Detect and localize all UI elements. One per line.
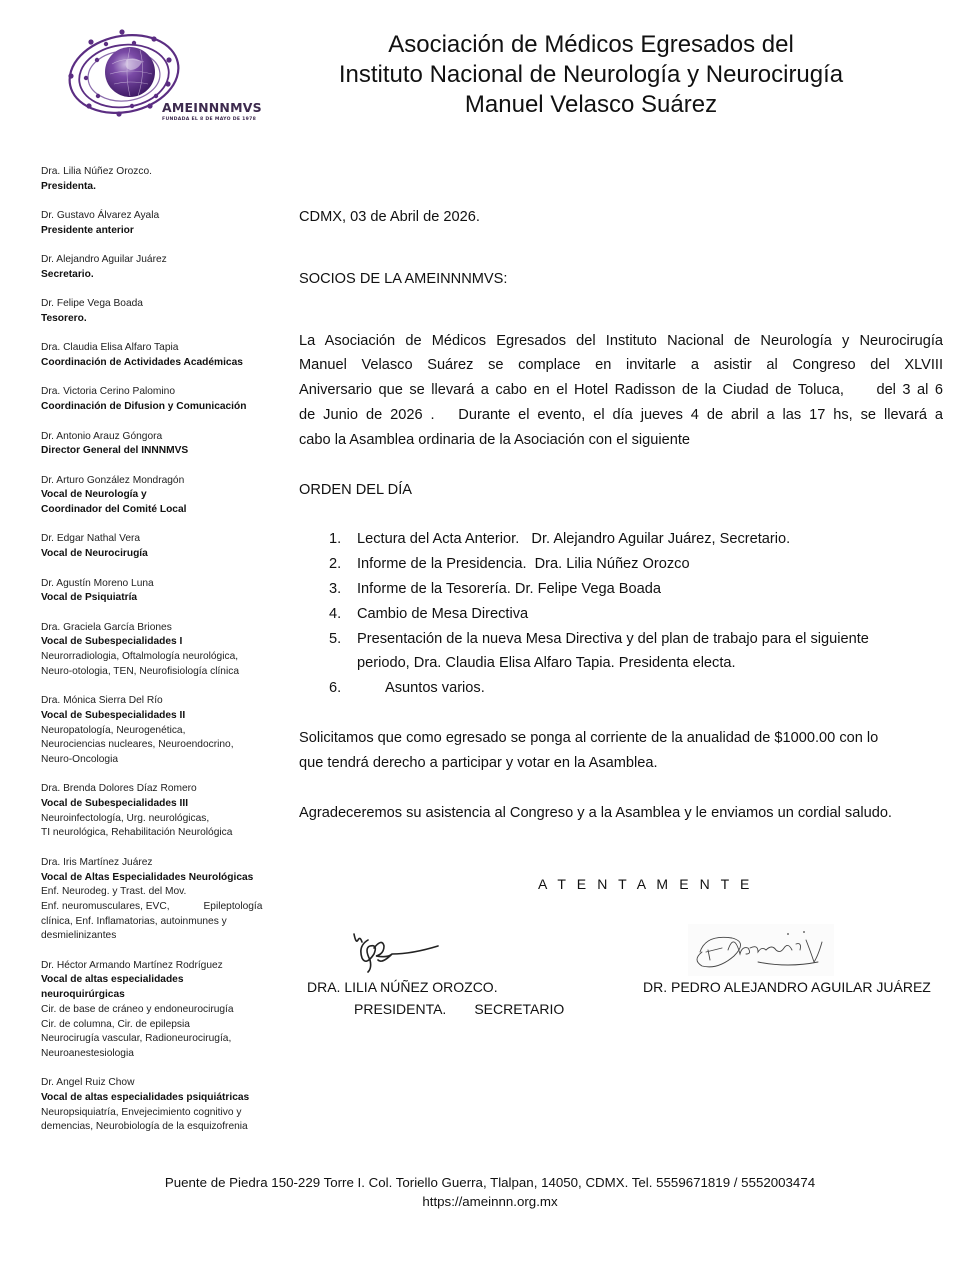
member-role: Tesorero. [41, 312, 87, 324]
board-member [41, 694, 286, 768]
member-role: Vocal de Subespecialidades II [41, 709, 186, 721]
agenda-title: ORDEN DEL DÍA [299, 481, 412, 498]
member-specialties: Neuro-otologia, TEN, Neurofisiología clínica [41, 665, 239, 677]
title-line: Asociación de Médicos Egresados del [388, 31, 794, 58]
member-specialties: Neurociencias nucleares, Neuroendocrino, [41, 739, 234, 751]
invitation-paragraph [299, 329, 943, 453]
paragraph-line: Aniversario que se llevará a cabo en el Hotel Radisson de la Ciudad de Toluca, del 3 al 6 [299, 382, 943, 399]
logo-name: AMEINNNMVS [162, 100, 262, 115]
agenda-item-text: periodo, Dra. Claudia Elisa Alfaro Tapia. Presidenta electa. [357, 655, 736, 672]
member-role: Presidente anterior [41, 224, 134, 236]
agenda-item [329, 577, 943, 602]
title-line: Instituto Nacional de Neurología y Neurocirugía [338, 61, 844, 88]
board-member [41, 577, 286, 606]
signature-presidenta-icon [348, 924, 444, 974]
member-role: Presidenta. [41, 180, 96, 192]
agenda-item [329, 552, 943, 577]
board-member [41, 297, 286, 326]
member-specialties: Neuro-Oncologia [41, 753, 119, 765]
member-name: Dra. Graciela García Briones [41, 621, 172, 633]
board-member [41, 385, 286, 414]
payment-line: Solicitamos que como egresado se ponga al corriente de la anualidad de $1000.00 con lo [299, 729, 879, 746]
member-name: Dra. Iris Martínez Juárez [41, 856, 153, 868]
member-name: Dr. Antonio Arauz Góngora [41, 430, 163, 442]
agenda-item-number: 6. [329, 680, 342, 697]
sign-off: A T E N T A M E N T E [538, 876, 753, 892]
member-specialties: Neuroanestesiologia [41, 1047, 134, 1059]
footer [0, 1173, 980, 1211]
board-member [41, 474, 286, 518]
title-line: Manuel Velasco Suárez [464, 91, 718, 118]
member-role: Secretario. [41, 268, 94, 280]
signer-secretario-role: SECRETARIO [474, 1001, 565, 1017]
member-name: Dra. Claudia Elisa Alfaro Tapia [41, 342, 179, 354]
member-specialties: Neurocirugía vascular, Radioneurocirugía, [41, 1033, 232, 1045]
signer-roles [354, 1001, 564, 1017]
member-specialties: Enf. Neurodeg. y Trast. del Mov. [41, 886, 187, 898]
member-name: Dr. Héctor Armando Martínez Rodríguez [41, 959, 223, 971]
agenda-item-text: Presentación de la nueva Mesa Directiva y del plan de trabajo para el siguiente [357, 630, 869, 647]
member-role: Coordinación de Difusion y Comunicación [41, 401, 247, 413]
member-specialties: clínica, Enf. Inflamatorias, autoinmunes y [41, 915, 227, 927]
agenda-item [329, 602, 943, 627]
signer-presidenta-role: PRESIDENTA. [354, 1001, 447, 1017]
agenda-item-text: Informe de la Presidencia. Dra. Lilia Núñez Orozco [357, 556, 690, 573]
member-specialties: Cir. de columna, Cir. de epilepsia [41, 1018, 190, 1030]
member-role: Vocal de Subespecialidades III [41, 798, 189, 810]
payment-line: que tendrá derecho a participar y votar en la Asamblea. [299, 754, 658, 771]
member-name: Dr. Alejandro Aguilar Juárez [41, 254, 167, 266]
member-name: Dr. Edgar Nathal Vera [41, 533, 141, 545]
member-specialties: Neuropsiquiatría, Envejecimiento cognitivo y [41, 1106, 242, 1118]
board-member [41, 856, 286, 944]
member-role: Vocal de Psiquiatría [41, 592, 138, 604]
member-name: Dra. Mónica Sierra Del Río [41, 695, 163, 707]
board-member [41, 165, 286, 194]
member-name: Dr. Gustavo Álvarez Ayala [41, 210, 160, 222]
footer-website-link[interactable]: https://ameinnn.org.mx [422, 1194, 558, 1209]
member-specialties: Cir. de base de cráneo y endoneurocirugía [41, 1003, 234, 1015]
agenda-item [329, 527, 943, 552]
member-specialties: demencias, Neurobiología de la esquizofrenia [41, 1121, 248, 1133]
member-name: Dra. Lilia Núñez Orozco. [41, 166, 152, 177]
member-name: Dr. Felipe Vega Boada [41, 298, 143, 310]
member-specialties: Neurorradiologia, Oftalmología neurológica, [41, 651, 239, 663]
closing-line: Agradeceremos su asistencia al Congreso y a la Asamblea y le enviamos un cordial saludo. [299, 804, 892, 821]
member-role: Director General del INNNMVS [41, 445, 189, 457]
paragraph-line: La Asociación de Médicos Egresados del Instituto Nacional de Neurología y Neurocirugía [299, 332, 943, 349]
member-name: Dra. Brenda Dolores Díaz Romero [41, 783, 197, 795]
member-role: Vocal de Altas Especialidades Neurológicas [41, 871, 254, 883]
agenda-item-number: 5. [329, 630, 342, 647]
paragraph-line: Manuel Velasco Suárez se complace en invitarle a asistir al Congreso del XLVIII [299, 357, 943, 374]
board-member [41, 532, 286, 561]
member-role: neuroquirúrgicas [41, 989, 125, 1001]
signer-presidenta-name: DRA. LILIA NÚÑEZ OROZCO. [307, 979, 498, 995]
signature-secretario-icon [688, 924, 834, 976]
member-role: Coordinación de Actividades Académicas [41, 357, 243, 369]
agenda-item [329, 627, 943, 677]
member-role: Vocal de Neurología y [41, 489, 147, 501]
board-member [41, 959, 286, 1062]
member-name: Dr. Angel Ruiz Chow [41, 1077, 135, 1089]
board-member [41, 341, 286, 370]
association-logo [64, 26, 262, 132]
agenda-item-number: 3. [329, 580, 342, 597]
letter-body [299, 205, 943, 825]
footer-address: Puente de Piedra 150-229 Torre I. Col. Toriello Guerra, Tlalpan, 14050, CDMX. Tel. 5559671819 / 5552003474 [164, 1175, 816, 1190]
board-member [41, 209, 286, 238]
board-member [41, 621, 286, 680]
board-members-list [41, 165, 286, 1150]
agenda-item-text: Informe de la Tesorería. Dr. Felipe Vega Boada [357, 580, 661, 597]
member-role: Vocal de Neurocirugía [41, 548, 148, 560]
agenda-item-text: Cambio de Mesa Directiva [357, 605, 529, 622]
member-name: Dr. Agustín Moreno Luna [41, 577, 154, 589]
board-member [41, 430, 286, 459]
letter-salutation: SOCIOS DE LA AMEINNNMVS: [299, 270, 508, 287]
board-member [41, 782, 286, 841]
member-specialties: Neuropatología, Neurogenética, [41, 724, 186, 736]
member-specialties: TI neurológica, Rehabilitación Neurológica [41, 827, 233, 839]
member-role: Vocal de altas especialidades [41, 974, 184, 986]
paragraph-line: cabo la Asamblea ordinaria de la Asociación con el siguiente [299, 431, 691, 448]
member-role: Vocal de Subespecialidades I [41, 636, 183, 648]
agenda-item-text: Lectura del Acta Anterior. Dr. Alejandro Aguilar Juárez, Secretario. [357, 531, 791, 548]
agenda-list [329, 527, 943, 701]
letter-date: CDMX, 03 de Abril de 2026. [299, 209, 480, 225]
signer-secretario-name: DR. PEDRO ALEJANDRO AGUILAR JUÁREZ [643, 979, 931, 995]
agenda-item [329, 676, 943, 701]
member-name: Dr. Arturo González Mondragón [41, 474, 185, 486]
board-member [41, 1076, 286, 1135]
member-specialties: desmielinizantes [41, 930, 117, 942]
paragraph-line: de Junio de 2026 . Durante el evento, el día jueves 4 de abril a las 17 hs, se llevará a [299, 406, 943, 423]
agenda-item-text: Asuntos varios. [385, 680, 485, 697]
member-specialties: Neuroinfectología, Urg. neurológicas, [41, 812, 210, 824]
board-member [41, 253, 286, 282]
agenda-item-number: 4. [329, 605, 342, 622]
member-specialties: Enf. neuromusculares, EVC, Epileptología [41, 900, 263, 912]
organization-title [290, 30, 892, 120]
member-role: Vocal de altas especialidades psiquiátricas [41, 1092, 250, 1104]
agenda-item-number: 1. [329, 531, 342, 548]
agenda-item-number: 2. [329, 556, 342, 573]
member-name: Dra. Victoria Cerino Palomino [41, 386, 176, 398]
member-role: Coordinador del Comité Local [41, 504, 187, 516]
logo-tagline: FUNDADA EL 8 DE MAYO DE 1978 [162, 117, 257, 122]
